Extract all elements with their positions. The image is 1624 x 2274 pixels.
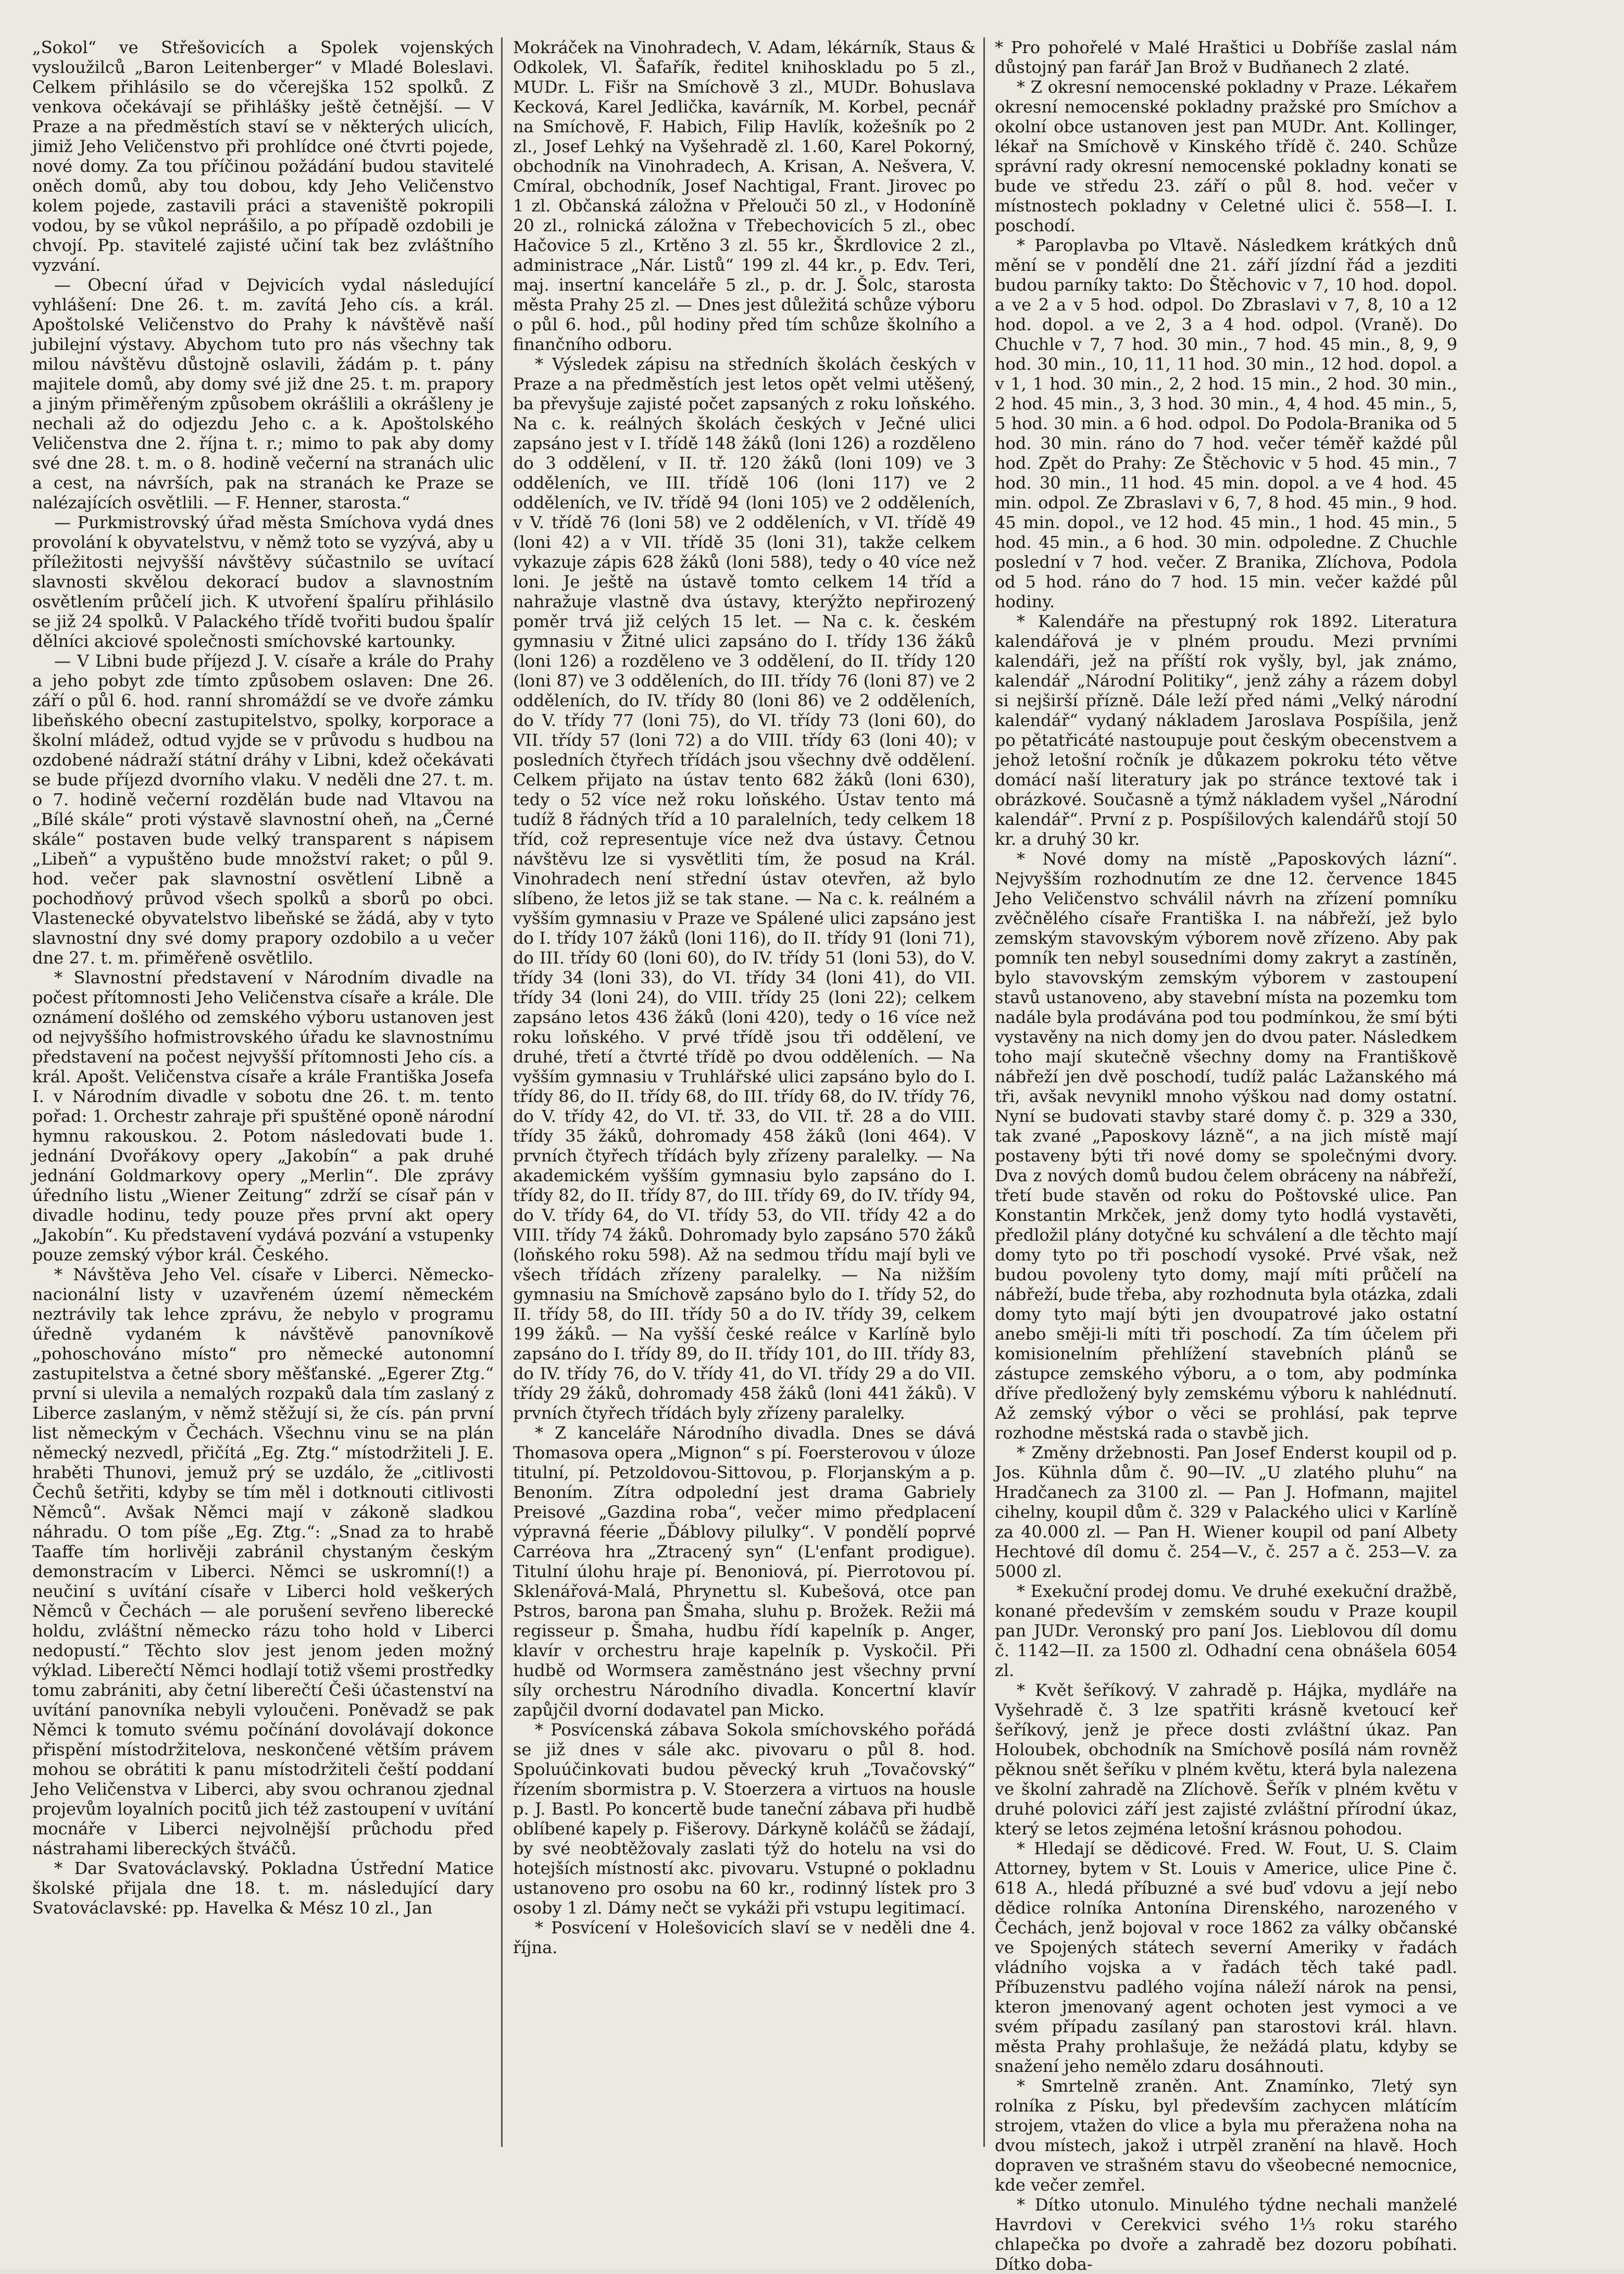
paragraph: * Květ šeříkový. V zahradě p. Hájka, mydláře na Vyšehradě č. 3 lze spatřiti krásně kvetoucí keř šeříkový, jenž je přece dosti zvláštní úkaz. Pan Holoubek, obchodník na Smíchově posílá nám rovněž pěknou snět šeříku v plném květu, která byla nalezena ve školní zahradě na Zlíchově. Šeřík v plném květu v druhé polovici září jest zajisté zvláštní přírodní úkaz, který se letos zejména letošní krásnou pohodou. — [995, 1680, 1457, 1839]
paragraph: — V Libni bude příjezd J. V. císaře a krále do Prahy a jeho pobyt zde tímto způsobem oslaven: Dne 26. září o půl 6. hod. ranní shromáždí se ve dvoře zámku libeňského obecní zastupitelstvo, spolky, korporace a školní mládež, odtud vyjde se v průvodu s hudbou na ozdobené nádraží státní dráhy v Libni, kdež očekávati se bude příjezd dvorního vlaku. V neděli dne 27. t. m. o 7. hodině večerní rozdělán bude nad Vltavou na „Bílé skále“ proti výstavě slavnostní oheň, na „Černé skále“ postaven bude velký transparent s nápisem „Libeň“ a vypuštěno bude množství raket; o půl 9. hod. večer pak slavnostní osvětlení Libně a pochodňový průvod všech spolků a sborů po obci. Vlastenecké obyvatelstvo libeňské se žádá, aby v tyto slavnostní dny své domy prapory ozdobilo a u večer dne 27. t. m. přiměřeně osvětlilo. — [32, 651, 494, 968]
paragraph: * Slavnostní představení v Národním divadle na počest přítomnosti Jeho Veličenstva císaře a krále. Dle oznámení došlého od zemského výboru ustanoven jest od nejvyššího hofmistrovského úřadu ke slavnostnímu představení na počest nejvyšší přítomnosti Jeho cís. a král. Apošt. Veličenstva císaře a krále Františka Josefa I. v Národním divadle v sobotu dne 26. t. m. tento pořad: 1. Orchestr zahraje při spuštěné oponě národní hymnu rakouskou. 2. Potom následovati bude 1. jednání Dvořákovy opery „Jakobín“ a pak druhé jednání Goldmarkovy opery „Merlin“. Dle zprávy úředního listu „Wiener Zeitung“ zdrží se císař pán v divadle hodinu, tedy pouze přes první akt opery „Jakobín“. Ku představení vydává pozvání a vstupenky pouze zemský výbor král. Českého. — [32, 968, 494, 1265]
paragraph: * Dar Svatováclavský. Pokladna Ústřední Matice školské přijala dne 18. t. m. následující dary Svatováclavské: pp. Havelka & Mész 10 zl., Jan — [32, 1858, 494, 1918]
paragraph: * Dítko utonulo. Minulého týdne nechali manželé Havrdovi v Cerekvici svého 1⅓ roku starého chlapečka po dvoře a zahradě bez dozoru pobíhati. Dítko doba- — [995, 2195, 1457, 2274]
paragraph: * Smrtelně zraněn. Ant. Znamínko, 7letý syn rolníka z Písku, byl především zachycen mlátícím strojem, vtažen do vlice a byla mu přeražena noha na dvou místech, jakož i utrpěl zranění na hlavě. Hoch dopraven ve strašném stavu do všeobecné nemocnice, kde večer zemřel. — [995, 2076, 1457, 2195]
paragraph: * Posvícení v Holešovicích slaví se v neděli dne 4. října. — [513, 1918, 976, 1957]
paragraph: * Paroplavba po Vltavě. Následkem krátkých dnů mění se v pondělí dne 21. září jízdní řád a jezditi budou parníky takto: Do Štěchovic v 7, 10 hod. dopol. a ve 2 a v 5 hod. odpol. Do Zbraslavi v 7, 8, 10 a 12 hod. dopol. a ve 2, 3 a 4 hod. odpol. (Vraně). Do Chuchle v 7, 7 hod. 30 min., 7 hod. 45 min., 8, 9, 9 hod. 30 min., 10, 11, 11 hod. 30 min., 12 hod. dopol. a v 1, 1 hod. 30 min., 2, 2 hod. 15 min., 2 hod. 30 min., 2 hod. 45 min., 3, 3 hod. 30 min., 4, 4 hod. 45 min., 5, 5 hod. 30 min. a 6 hod. odpol. Do Podola-Branika od 5 hod. 30 min. ráno do 7 hod. večer téměř každé půl hod. Zpět do Prahy: Ze Štěchovic v 5 hod. 45 min., 7 hod. 30 min., 11 hod. 45 min. dopol. a ve 4 hod. 45 min. odpol. Ze Zbraslavi v 6, 7, 8 hod. 45 min., 9 hod. 45 min. dopol., ve 12 hod. 45 min., 1 hod. 45 min., 5 hod. 45 min., a 6 hod. 30 min. odpoledne. Z Chuchle poslední v 7 hod. večer. Z Branika, Zlíchova, Podola od 5 hod. ráno do 7 hod. 15 min. večer každé půl hodiny. — [995, 235, 1457, 611]
column-divider — [983, 38, 985, 2147]
paragraph: * Změny držebnosti. Pan Josef Enderst koupil od p. Jos. Kühnla dům č. 90—IV. „U zlatého pluhu“ na Hradčanech za 3100 zl. — Pan J. Hofmann, majitel cihelny, koupil dům č. 329 v Palackého ulici v Karlíně za 40.000 zl. — Pan H. Wiener koupil od paní Albety Hechtové díl domu č. 254—V., č. 257 a č. 253—V. za 5000 zl. — [995, 1443, 1457, 1581]
paragraph: * Návštěva Jeho Vel. císaře v Liberci. Německo-nacionální listy v uzavřeném území německém neztrávily tak lehce zprávu, že nebylo v programu úředně vydaném k návštěvě panovníkově „pohoschováno místo“ pro německé autonomní zastupitelstva a četné sbory měšťanské. „Egerer Ztg.“ první si ulevila a nemalých rozpaků dala tím zaslaný z Liberce zaslaným, v němž stěžují si, že cís. pán první list německým v Čechách. Všechnu vinu se na plán německý nezvedl, přičítá „Eg. Ztg.“ místodržiteli J. E. hraběti Thunovi, jemuž prý se uzdálo, že „citlivosti Čechů šetřiti, kdyby se tím měl i dotknouti citlivosti Němců“. Avšak Němci mají v zákoně sladkou náhradu. O tom píše „Eg. Ztg.“: „Snad za to hrabě Taaffe tím horlivěji zabránil chystaným českým demonstracím v Liberci. Němci se uskromní(!) a neučiní s uvítání císaře v Liberci hold veškerých Němců v Čechách — ale porušení sevřeno liberecké holdu, zvláštní německo rázu toho hold v Liberci nedopustí.“ Těchto slov jest jenom jeden možný výklad. Liberečtí Němci hodlají totiž všemi prostředky tomu zabrániti, aby četní liberečtí Češi účastenství na uvítání panovníka nebyli vyloučeni. Poněvadž se pak Němci k tomuto svému počínání dovolávají dokonce přispění místodržitelova, neskončené větším právem mohou se obrátiti k panu místodržiteli čeští poddaní Jeho Veličenstva v Liberci, aby svou ochranou zjednal projevům loyalních pocitů jich též zastoupení v uvítání mocnáře v Liberci nejvolnější průchodu před nástrahami libereckých štváčů. — [32, 1265, 494, 1858]
text-column-3 — [995, 38, 1457, 2274]
paragraph: * Exekuční prodej domu. Ve druhé exekuční dražbě, konané především v zemském soudu v Praze koupil pan JUDr. Veronský pro paní Jos. Lieblovou díl domu č. 1142—II. za 1500 zl. Odhadní cena obnášela 6054 zl. — [995, 1581, 1457, 1680]
paragraph: * Nové domy na místě „Paposkových lázní“. Nejvyšším rozhodnutím ze dne 12. července 1845 Jeho Veličenstvo schválil návrh na zřízení pomníku zvěčnělého císaře Františka I. na nábřeží, jež bylo zemským stavovským výborem nově zřízeno. Aby pak pomník ten nebyl sousedními domy zakryt a zastíněn, bylo stavovským zemským výborem v zastoupení stavů ustanoveno, aby stavební místa na pozemku tom nadále byla prodávána pod tou podmínkou, že smí býti vystavěny na nich domy jen do dvou pater. Následkem toho mají skutečně všechny domy na Františkově nábřeží jen dvě poschodí, tudíž palác Lažanského má tři, avšak nevynikl mnoho výškou nad domy ostatní. Nyní se budovati stavby staré domy č. p. 329 a 330, tak zvané „Paposkovy lázně“, a na jich místě mají postaveny býti tři nové domy se společnými dvory. Dva z nových domů budou čelem obráceny na nábřeží, třetí bude stavěn od roku do Poštovské ulice. Pan Konstantin Mrkček, jenž domy tyto hodlá vystavěti, předložil plány dotyčné ku schválení a dle těchto mají domy tyto po tři poschodí vysoké. Prvé však, než budou povoleny tyto domy, mají míti průčelí na nábřeží, bude třeba, aby rozhodnuta byla otázka, zdali domy tyto mají býti jen dvoupatrové jako ostatní anebo směji-li míti tři poschodí. Za tím účelem při komisionelním přehlížení stavebních plánů se zástupce zemského výboru, a o tom, aby podmínka dříve předložený byly zemskému výboru k nahlédnutí. Až zemský výbor o věci se prohlásí, pak teprve rozhodne městská rada o stavbě jich. — [995, 849, 1457, 1443]
paragraph: Mokráček na Vinohradech, V. Adam, lékárník, Staus & Odkolek, Vl. Šafařík, ředitel knihoskladu po 5 zl., MUDr. L. Fišr na Smíchově 3 zl., MUDr. Bohuslava Kecková, Karel Jedlička, kavárník, M. Korbel, pecnář na Smíchově, F. Habich, Filip Havlík, kožešník po 2 zl., Josef Lehký na Vyšehradě zl. 1.60, Karel Pokorný, obchodník na Vinohradech, A. Krisan, A. Nešvera, V. Cmíral, obchodník, Josef Nachtigal, Frant. Jirovec po 1 zl. Občanská záložna v Přelouči 50 zl., v Hodoníně 20 zl., rolnická záložna v Třebechovicích 5 zl., obec Hačovice 5 zl., Krtěno 3 zl. 55 kr., Škrdlovice 2 zl., administrace „Nár. Listů“ 199 zl. 44 kr., p. Edv. Teri, maj. insertní kanceláře 5 zl., p. dr. J. Šolc, starosta města Prahy 25 zl. — Dnes jest důležitá schůze výboru o půl 6. hod., půl hodiny před tím schůze školního a finančního odboru. — [513, 38, 976, 354]
paragraph: * Pro pohořelé v Malé Hraštici u Dobříše zaslal nám důstojný pan farář Jan Brož v Budňanech 2 zlaté. — [995, 38, 1457, 77]
paragraph: * Hledají se dědicové. Fred. W. Fout, U. S. Claim Attorney, bytem v St. Louis v Americe, ulice Pine č. 618 A., hledá příbuzné a své buď vdovu a její nebo dědice rolníka Antonína Direnského, narozeného v Čechách, jenž bojoval v roce 1862 za války občanské ve Spojených státech severní Ameriky v řadách vládního vojska a v řadách těch také padl. Příbuzenstvu padlého vojína náleží nárok na pensi, kteron jmenovaný agent ochoten jest vymoci a ve svém případu zasílaný pan starostovi král. hlavn. města Prahy prohlašuje, že nežádá platu, kdyby se snažení jeho nemělo zdaru dosáhnouti. — [995, 1839, 1457, 2076]
paragraph: * Z kanceláře Národního divadla. Dnes se dává Thomasova opera „Mignon“ s pí. Foersterovou v úloze titulní, pí. Petzoldovou-Sittovou, p. Florjanským a p. Benoním. Zítra odpolední jest drama Gabriely Preisové „Gazdina roba“, večer mimo předplacení výpravná féerie „Ďáblovy pilulky“. V pondělí poprvé Carréova hra „Ztracený syn“ (L'enfant prodigue). Titulní úlohu hraje pí. Benoniová, pí. Pierrotovou pí. Sklenářová-Malá, Phrynettu sl. Kubešová, otce pan Pstros, barona pan Šmaha, sluhu p. Brožek. Režii má regisseur p. Šmaha, hudbu řídí kapelník p. Anger, klavír v orchestru hraje kapelník p. Vyskočil. Při hudbě od Wormsera zaměstnáno jest všechny první síly orchestru Národního divadla. Koncertní klavír zapůjčil dvorní dodavatel pan Micko. — [513, 1423, 976, 1720]
column-divider — [501, 38, 503, 2147]
paragraph: * Kalendáře na přestupný rok 1892. Literatura kalendářová je v plném proudu. Mezi prvními kalendáři, jež na příští rok vyšly, byl, jak známo, kalendář „Národní Politiky“, jenž záhy a rázem dobyl si nejširší přízně. Dále leží před námi „Velký národní kalendář“ vydaný nákladem Jaroslava Pospíšila, jenž po pětatřicáté nastoupuje pout českým obecenstvem a jehož letošní ročník je důkazem pokroku této větve domácí naší literatury jak po stránce textové tak i obrázkové. Současně a týmž nákladem vyšel „Národní kalendář“. První z p. Pospíšilových kalendářů stojí 50 kr. a druhý 30 kr. — [995, 611, 1457, 849]
paragraph: * Z okresní nemocenské pokladny v Praze. Lékařem okresní nemocenské pokladny pražské pro Smíchov a okolní obce ustanoven jest pan MUDr. Ant. Kollinger, lékař na Smíchově v Kinského třídě č. 240. Schůze správní rady okresní nemocenské pokladny konati se bude ve středu 23. září o půl 8. hod. večer v místnostech pokladny v Celetné ulici č. 558—I. I. poschodí. — [995, 77, 1457, 235]
paragraph: * Výsledek zápisu na středních školách českých v Praze a na předměstích jest letos opět velmi utěšený, ba převyšuje zajisté počet zapsaných z roku loňského. Na c. k. reálných školách českých v Ječné ulici zapsáno jest v I. třídě 148 žáků (loni 126) a rozděleno do 3 oddělení, v II. tř. 120 žáků (loni 109) ve 3 odděleních, ve III. třídě 106 (loni 117) ve 2 odděleních, ve IV. třídě 94 (loni 105) ve 2 odděleních, v V. třídě 76 (loni 58) ve 2 odděleních, v VI. třídě 49 (loni 42) a v VII. třídě 35 (loni 31), takže celkem vykazuje zápis 628 žáků (loni 588), tedy o 40 více než loni. Je ještě na ústavě tomto celkem 14 tříd a nahražuje vlastně dva ústavy, kterýžto nepřirozený poměr trvá již celých 15 let. — Na c. k. českém gymnasiu v Žitné ulici zapsáno do I. třídy 136 žáků (loni 126) a rozděleno ve 3 oddělení, do II. třídy 120 (loni 87) ve 3 odděleních, do III. třídy 76 (loni 87) ve 2 odděleních, do IV. třídy 80 (loni 86) ve 2 odděleních, do V. třídy 77 (loni 75), do VI. třídy 73 (loni 60), do VII. třídy 57 (loni 72) a do VIII. třídy 63 (loni 40); v posledních čtyřech třídách jsou všechny dvě oddělení. Celkem přijato na ústav tento 682 žáků (loni 630), tedy o 52 více než roku loňského. Ústav tento má tudíž 8 řádných tříd a 10 paralelních, tedy celkem 18 tříd, což representuje více než dva ústavy. Četnou návštěvu lze si vysvětliti tím, že posud na Král. Vinohradech není střední ústav otevřen, až bylo slíbeno, že letos již se tak stane. — Na c. k. reálném a vyšším gymnasiu v Praze ve Spálené ulici zapsáno jest do I. třídy 107 žáků (loni 116), do II. třídy 91 (loni 71), do III. třídy 60 (loni 60), do IV. třídy 51 (loni 53), do V. třídy 34 (loni 33), do VI. třídy 34 (loni 41), do VII. třídy 34 (loni 24), do VIII. třídy 25 (loni 22); celkem zapsáno letos 436 žáků (loni 420), tedy o 16 více než roku loňského. V prvé třídě jsou tři oddělení, ve druhé, třetí a čtvrté třídě po dvou odděleních. — Na vyšším gymnasiu v Truhlářské ulici zapsáno bylo do I. třídy 86, do II. třídy 68, do III. třídy 68, do IV. třídy 76, do V. třídy 42, do VI. tř. 33, do VII. tř. 28 a do VIII. třídy 35 žáků, dohromady 458 žáků (loni 464). V prvních čtyřech třídách byly zřízeny paralelky. — Na akademickém vyšším gymnasiu bylo zapsáno do I. třídy 82, do II. třídy 87, do III. třídy 69, do IV. třídy 94, do V. třídy 64, do VI. třídy 53, do VII. třídy 42 a do VIII. třídy 74 žáků. Dohromady bylo zapsáno 570 žáků (loňského roku 598). Až na sedmou třídu mají byli ve všech třídách zřízeny paralelky. — Na nižším gymnasiu na Smíchově zapsáno bylo do I. třídy 52, do II. třídy 58, do III. třídy 50 a do IV. třídy 39, celkem 199 žáků. — Na vyšší české reálce v Karlíně bylo zapsáno do I. třídy 89, do II. třídy 101, do III. třídy 83, do IV. třídy 76, do V. třídy 41, do VI. třídy 29 a do VII. třídy 29 žáků, dohromady 458 žáků (loni 441 žáků). V prvních čtyřech třídách byly zřízeny paralelky. — [513, 354, 976, 1423]
paragraph: — Obecní úřad v Dejvicích vydal následující vyhlášení: Dne 26. t. m. zavítá Jeho cís. a král. Apoštolské Veličenstvo do Prahy k návštěvě naší jubilejní výstavy. Abychom tuto pro nás všechny tak milou návštěvu důstojně oslavili, žádám p. t. pány majitele domů, aby domy své již dne 25. t. m. prapory a jiným přiměřeným způsobem okrášlili a okrášleny je nechali až do odjezdu Jeho c. a k. Apoštolského Veličenstva dne 2. října t. r.; mimo to pak aby domy své dne 28. t. m. o 8. hodině večerní na stranách ulic a cest, na návrších, pak na stranách ke Praze se nalézajících osvětlili. — F. Henner, starosta.“ — [32, 275, 494, 513]
text-column-1 — [32, 38, 494, 2228]
text-column-2 — [513, 38, 976, 2228]
paragraph: * Posvícenská zábava Sokola smíchovského pořádá se již dnes v sále akc. pivovaru o půl 8. hod. Spoluúčinkovati budou pěvecký kruh „Tovačovský“ řízením sbormistra p. V. Stoerzera a virtuos na housle p. J. Bastl. Po koncertě bude taneční zábava při hudbě oblíbené kapely p. Fišerovy. Dárkyně koláčů se žádají, by své neobtěžovaly zaslati týž do hotelu na vsi do hotejších místností akc. pivovaru. Vstupné o pokladnu ustanoveno pro osobu na 60 kr., rodinný lístek pro 3 osoby 1 zl. Dámy nečt se vykáži při vstupu legitimací. — [513, 1720, 976, 1918]
paragraph: — Purkmistrovský úřad města Smíchova vydá dnes provolání k obyvatelstvu, v němž toto se vyzývá, aby u příležitosti nejvyšší návštěvy súčastnilo se uvítací slavnosti skvělou dekorací budov a slavnostním osvětlením průčelí jich. K utvoření špalíru přihlásilo se již 24 spolků. V Palackého třídě tvořiti budou špalír dělníci akciové společnosti smíchovské kartounky. — [32, 513, 494, 651]
paragraph: „Sokol“ ve Střešovicích a Spolek vojenských vysloužilců „Baron Leitenberger“ v Mladé Boleslavi. Celkem přihlásilo se do včerejška 152 spolků. Z venkova očekávají se přihlášky ještě četnější. — V Praze a na předměstích staví se v některých ulicích, jimiž Jeho Veličenstvo při prohlídce oné čtvrti pojede, nové domy. Za tou příčinou požádání budou stavitelé oněch domů, aby tou dobou, kdy Jeho Veličenstvo kolem pojede, zastavili práci a staveniště pokropili vodou, by se vůkol neprášilo, a po případě ozdobili je chvojí. Pp. stavitelé zajisté učiní tak bez zvláštního vyzvání. — [32, 38, 494, 275]
